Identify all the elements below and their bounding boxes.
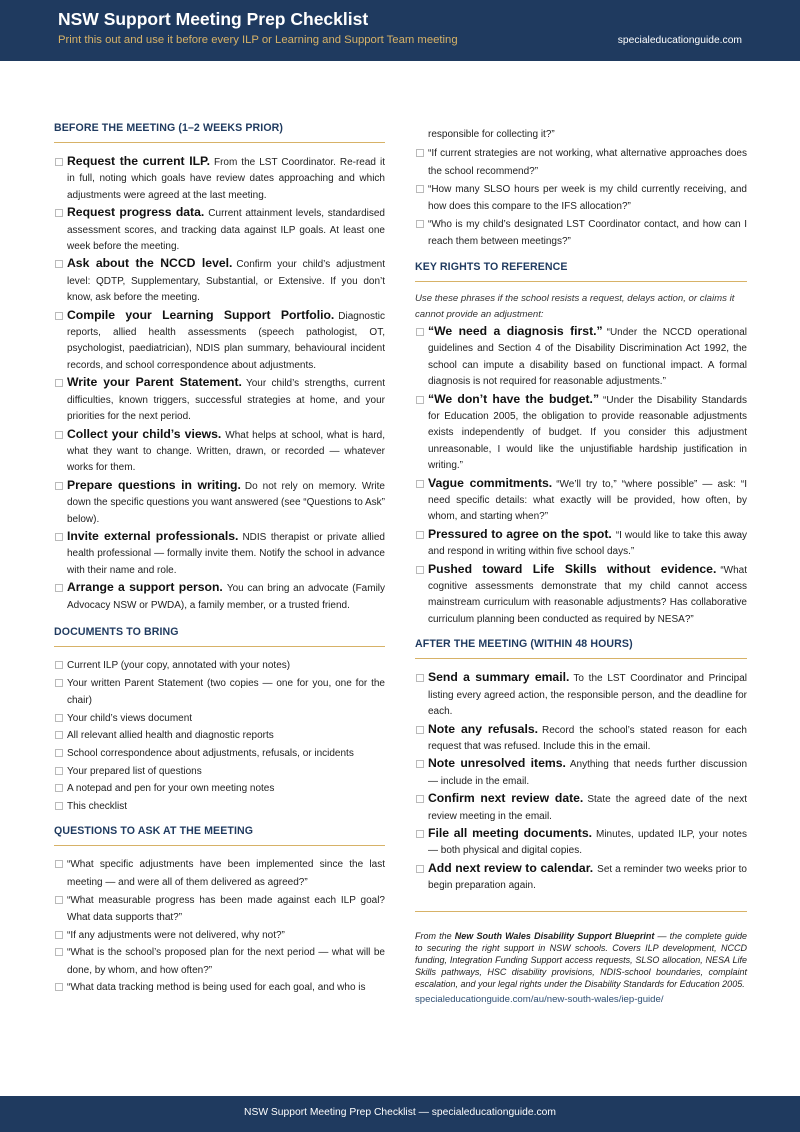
- checklist-item-right-3: [415, 526, 747, 561]
- page-title: NSW Support Meeting Prep Checklist: [58, 9, 369, 29]
- rights-heading: KEY RIGHTS TO REFERENCE: [415, 251, 747, 282]
- checkbox[interactable]: [416, 185, 424, 193]
- checkbox[interactable]: [416, 566, 424, 574]
- item-text: Anything that needs further discussion — include in the email.: [428, 759, 747, 787]
- questions-list: [54, 856, 385, 997]
- checkbox[interactable]: [55, 860, 63, 868]
- checkbox[interactable]: [55, 749, 63, 757]
- checkbox[interactable]: [416, 674, 424, 682]
- checklist-item-before-6: [54, 477, 385, 528]
- checkbox[interactable]: [55, 584, 63, 592]
- checklist-item-right-1: [415, 391, 747, 475]
- item-title: Invite external professionals.: [67, 528, 239, 543]
- item-text: A notepad and pen for your own meeting notes: [67, 783, 275, 795]
- checklist-item-document-7: [54, 798, 385, 816]
- checklist-item-before-7: [54, 528, 385, 579]
- footnote-url[interactable]: specialeducationguide.com/au/new-south-wales/iep-guide/: [415, 993, 664, 1005]
- rights-list: [415, 323, 747, 628]
- checkbox[interactable]: [55, 896, 63, 904]
- item-text: “What specific adjustments have been implemented since the last meeting — and were all of them delivered as agreed?”: [67, 859, 385, 888]
- item-title: “We need a diagnosis first.”: [428, 323, 603, 338]
- checklist-item-before-2: [54, 255, 385, 306]
- checklist-item-question-1: [54, 892, 385, 927]
- header-site-link[interactable]: specialeducationguide.com: [617, 35, 742, 46]
- item-text: “What data tracking method is being used for each goal, and who is: [67, 982, 366, 994]
- item-text: “What measurable progress has been made against each ILP goal? What data supports that?”: [67, 894, 385, 924]
- checkbox[interactable]: [55, 983, 63, 991]
- item-title: File all meeting documents.: [428, 825, 592, 840]
- checkbox[interactable]: [55, 260, 63, 268]
- checkbox[interactable]: [416, 795, 424, 803]
- checkbox[interactable]: [416, 480, 424, 488]
- rights-intro: Use these phrases if the school resists a request, delays action, or claims it cannot provide an adjustment:: [415, 292, 735, 320]
- checkbox[interactable]: [416, 149, 424, 157]
- questions-heading: QUESTIONS TO ASK AT THE MEETING: [54, 817, 385, 846]
- right-column: [415, 131, 747, 1005]
- footnote-book-title: New South Wales Disability Support Blueprint: [454, 930, 655, 941]
- checklist-item-after-5: [415, 860, 747, 895]
- checkbox[interactable]: [416, 760, 424, 768]
- item-text: “Who is my child’s designated LST Coordinator contact, and how can I reach them between meetings?”: [428, 218, 747, 248]
- item-text: “How many SLSO hours per week is my child currently receiving, and how does this compare to the IFS allocation?”: [428, 183, 747, 213]
- item-title: Compile your Learning Support Portfolio.: [67, 307, 335, 322]
- checkbox[interactable]: [55, 312, 63, 320]
- item-title: Request progress data.: [67, 205, 205, 220]
- item-text: School correspondence about adjustments, refusals, or incidents: [67, 747, 354, 759]
- checklist-item-question-0: [54, 856, 385, 891]
- item-text: Set a reminder two weeks prior to begin preparation again.: [428, 863, 747, 892]
- item-text: Confirm your child’s adjustment level: QDTP, Supplementary, Substantial, or Extensive. If you don’t know, ask before the meeting.: [67, 259, 385, 304]
- checkbox[interactable]: [55, 379, 63, 387]
- item-text: What helps at school, what is hard, what they want to change. Written, drawn, or recorded — whatever works for them.: [67, 429, 385, 474]
- checklist-item-after-2: [415, 755, 747, 790]
- checklist-item-before-8: [54, 579, 385, 614]
- checkbox[interactable]: [416, 830, 424, 838]
- checkbox[interactable]: [55, 482, 63, 490]
- checkbox[interactable]: [416, 220, 424, 228]
- footnote-prefix: From the: [415, 930, 455, 941]
- item-title: Note any refusals.: [428, 721, 539, 736]
- before-meeting-list: [54, 153, 385, 614]
- checkbox[interactable]: [416, 328, 424, 336]
- footnote: [415, 930, 747, 991]
- page-footer: [0, 1096, 800, 1132]
- checkbox[interactable]: [55, 431, 63, 439]
- page-header: [0, 0, 800, 61]
- checklist-item-document-1: [54, 675, 385, 710]
- item-text: “What is the school’s proposed plan for the next period — what will be done, by whom, and how often?”: [67, 947, 385, 976]
- checkbox[interactable]: [416, 396, 424, 404]
- footnote-text: — the complete guide to securing the right support in NSW schools. Covers ILP development, NCCD funding, Integration Funding Support access requests, SLSO allocation, NESA Life Skills pathways, HSC disability provisions, NDIS-school boundaries, complaint escalation, and your legal rights under the Disability Standards for Education 2005.: [415, 930, 747, 990]
- checkbox[interactable]: [55, 209, 63, 217]
- item-text: Your child’s views document: [67, 712, 193, 724]
- item-text: “Under the NCCD operational guidelines and Section 4 of the Disability Discrimination Act 1992, the school can impute a disability based on functional impact. A formal diagnosis is not required for reasonable adjustments.”: [428, 326, 748, 388]
- item-title: Write your Parent Statement.: [67, 375, 242, 390]
- checkbox[interactable]: [55, 533, 63, 541]
- checklist-item-document-6: [54, 780, 385, 798]
- item-text: “Under the Disability Standards for Education 2005, the obligation to provide reasonable adjustments exists independently of budget. If you consider this adjustment unreasonable, I would like the unjustifiable hardship justification in writing.”: [428, 394, 747, 472]
- checklist-item-right-4: [415, 561, 747, 629]
- checkbox[interactable]: [416, 865, 424, 873]
- checklist-item-question-right-1: [415, 181, 747, 216]
- checklist-item-before-1: [54, 204, 385, 255]
- item-text: Record the school’s stated reason for each request that was refused. Include this in the email.: [428, 724, 747, 752]
- checklist-item-before-0: [54, 153, 385, 204]
- item-text: “If any adjustments were not delivered, why not?”: [67, 929, 285, 941]
- item-text: “We’ll try to,” “where possible” — ask: “I need specific details: what exactly will be provided, how often, by whom, and starting when?”: [428, 478, 747, 523]
- divider: [415, 911, 747, 912]
- item-text: To the LST Coordinator and Principal listing every agreed action, the responsible person, and the deadline for each.: [428, 673, 747, 718]
- checkbox[interactable]: [416, 726, 424, 734]
- checklist-item-document-4: [54, 745, 385, 763]
- checklist-item-before-3: [54, 307, 385, 375]
- checklist-item-right-0: [415, 323, 747, 391]
- item-title: Collect your child’s views.: [67, 426, 222, 441]
- checkbox[interactable]: [55, 679, 63, 687]
- documents-heading: DOCUMENTS TO BRING: [54, 618, 385, 647]
- item-title: Send a summary email.: [428, 670, 570, 685]
- checkbox[interactable]: [55, 931, 63, 939]
- checkbox[interactable]: [55, 158, 63, 166]
- item-text: Current ILP (your copy, annotated with your notes): [67, 659, 291, 671]
- item-text: Diagnostic reports, allied health assessments (speech pathologist, OT, psychologist, paediatrician), NDIS plan summary, behavioural incident records, and school correspondence about adjustments.: [67, 310, 385, 371]
- item-text: Minutes, updated ILP, your notes — both physical and digital copies.: [428, 828, 747, 857]
- item-title: Ask about the NCCD level.: [67, 256, 233, 271]
- checklist-item-document-5: [54, 763, 385, 781]
- item-title: Request the current ILP.: [67, 154, 210, 168]
- item-title: Add next review to calendar.: [428, 860, 594, 875]
- item-title: Confirm next review date.: [428, 791, 584, 806]
- item-title: Vague commitments.: [428, 475, 553, 490]
- item-text: Your written Parent Statement (two copies — one for you, one for the chair): [67, 677, 385, 707]
- checklist-item-before-5: [54, 426, 385, 477]
- checkbox[interactable]: [55, 661, 63, 669]
- checklist-item-after-1: [415, 721, 747, 756]
- checklist-item-after-3: [415, 790, 747, 825]
- item-text: From the LST Coordinator. Re-read it in full, noting which goals have review dates approaching and which adjustments were agreed at the last meeting.: [67, 157, 385, 201]
- before-meeting-heading: BEFORE THE MEETING (1–2 WEEKS PRIOR): [54, 122, 385, 143]
- checkbox[interactable]: [55, 802, 63, 810]
- checklist-item-document-3: [54, 727, 385, 745]
- item-text: Current attainment levels, standardised assessment scores, and tracking data against ILP goals. At least one week before the meeting.: [67, 208, 385, 253]
- checklist-item-after-0: [415, 669, 747, 720]
- checkbox[interactable]: [416, 531, 424, 539]
- checklist-item-question-4: [54, 979, 385, 997]
- item-text: Do not rely on memory. Write down the specific questions you want answered (see “Questions to Ask” below).: [67, 480, 385, 525]
- item-text: State the agreed date of the next review meeting in the email.: [428, 794, 747, 822]
- footer-text: NSW Support Meeting Prep Checklist — specialeducationguide.com: [244, 1107, 556, 1118]
- checklist-item-question-2: [54, 927, 385, 945]
- item-text: Your prepared list of questions: [67, 765, 202, 777]
- item-text: “I would like to take this away and respond in writing within five school days.”: [428, 529, 748, 558]
- item-title: Pushed toward Life Skills without evidence.: [428, 561, 717, 576]
- page-subtitle: Print this out and use it before every ILP or Learning and Support Team meeting: [58, 34, 458, 46]
- checklist-item-question-3: [54, 944, 385, 979]
- item-title: Prepare questions in writing.: [67, 477, 241, 492]
- after-meeting-heading: AFTER THE MEETING (WITHIN 48 HOURS): [415, 628, 747, 659]
- item-text: “If current strategies are not working, what alternative approaches does the school recommend?”: [428, 148, 747, 177]
- checkbox[interactable]: [55, 784, 63, 792]
- checklist-item-question-right-0: [415, 145, 747, 180]
- item-title: Note unresolved items.: [428, 756, 566, 771]
- item-title: Pressured to agree on the spot.: [428, 526, 612, 541]
- checkbox[interactable]: [55, 731, 63, 739]
- checkbox[interactable]: [55, 714, 63, 722]
- documents-list: [54, 657, 385, 815]
- checkbox[interactable]: [55, 767, 63, 775]
- item-title: “We don’t have the budget.”: [428, 391, 600, 406]
- question-continuation: responsible for collecting it?”: [428, 129, 555, 140]
- checklist-item-before-4: [54, 374, 385, 425]
- item-text: “What cognitive assessments demonstrate that my child cannot access mainstream curriculum with reasonable adjustments? Has collaborative curriculum planning been conducted as required by NESA?”: [428, 564, 747, 625]
- checklist-item-question-right-2: [415, 216, 747, 251]
- item-title: Arrange a support person.: [67, 580, 223, 595]
- item-text: This checklist: [67, 800, 128, 812]
- checklist-item-document-0: [54, 657, 385, 675]
- questions-list-continued: [415, 145, 747, 251]
- item-text: You can bring an advocate (Family Advocacy NSW or PWDA), a family member, or a trusted friend.: [67, 583, 386, 611]
- after-meeting-list: [415, 669, 747, 894]
- item-text: All relevant allied health and diagnostic reports: [67, 730, 274, 742]
- left-column: [54, 122, 385, 997]
- checkbox[interactable]: [55, 948, 63, 956]
- checklist-item-after-4: [415, 825, 747, 860]
- item-text: Your child’s strengths, current difficulties, known triggers, successful strategies at home, and your priorities for the next period.: [67, 378, 385, 423]
- item-text: NDIS therapist or private allied health professional — formally invite them. Notify the school in advance with their name and role.: [67, 531, 385, 576]
- checklist-item-document-2: [54, 710, 385, 728]
- checklist-item-right-2: [415, 475, 747, 526]
